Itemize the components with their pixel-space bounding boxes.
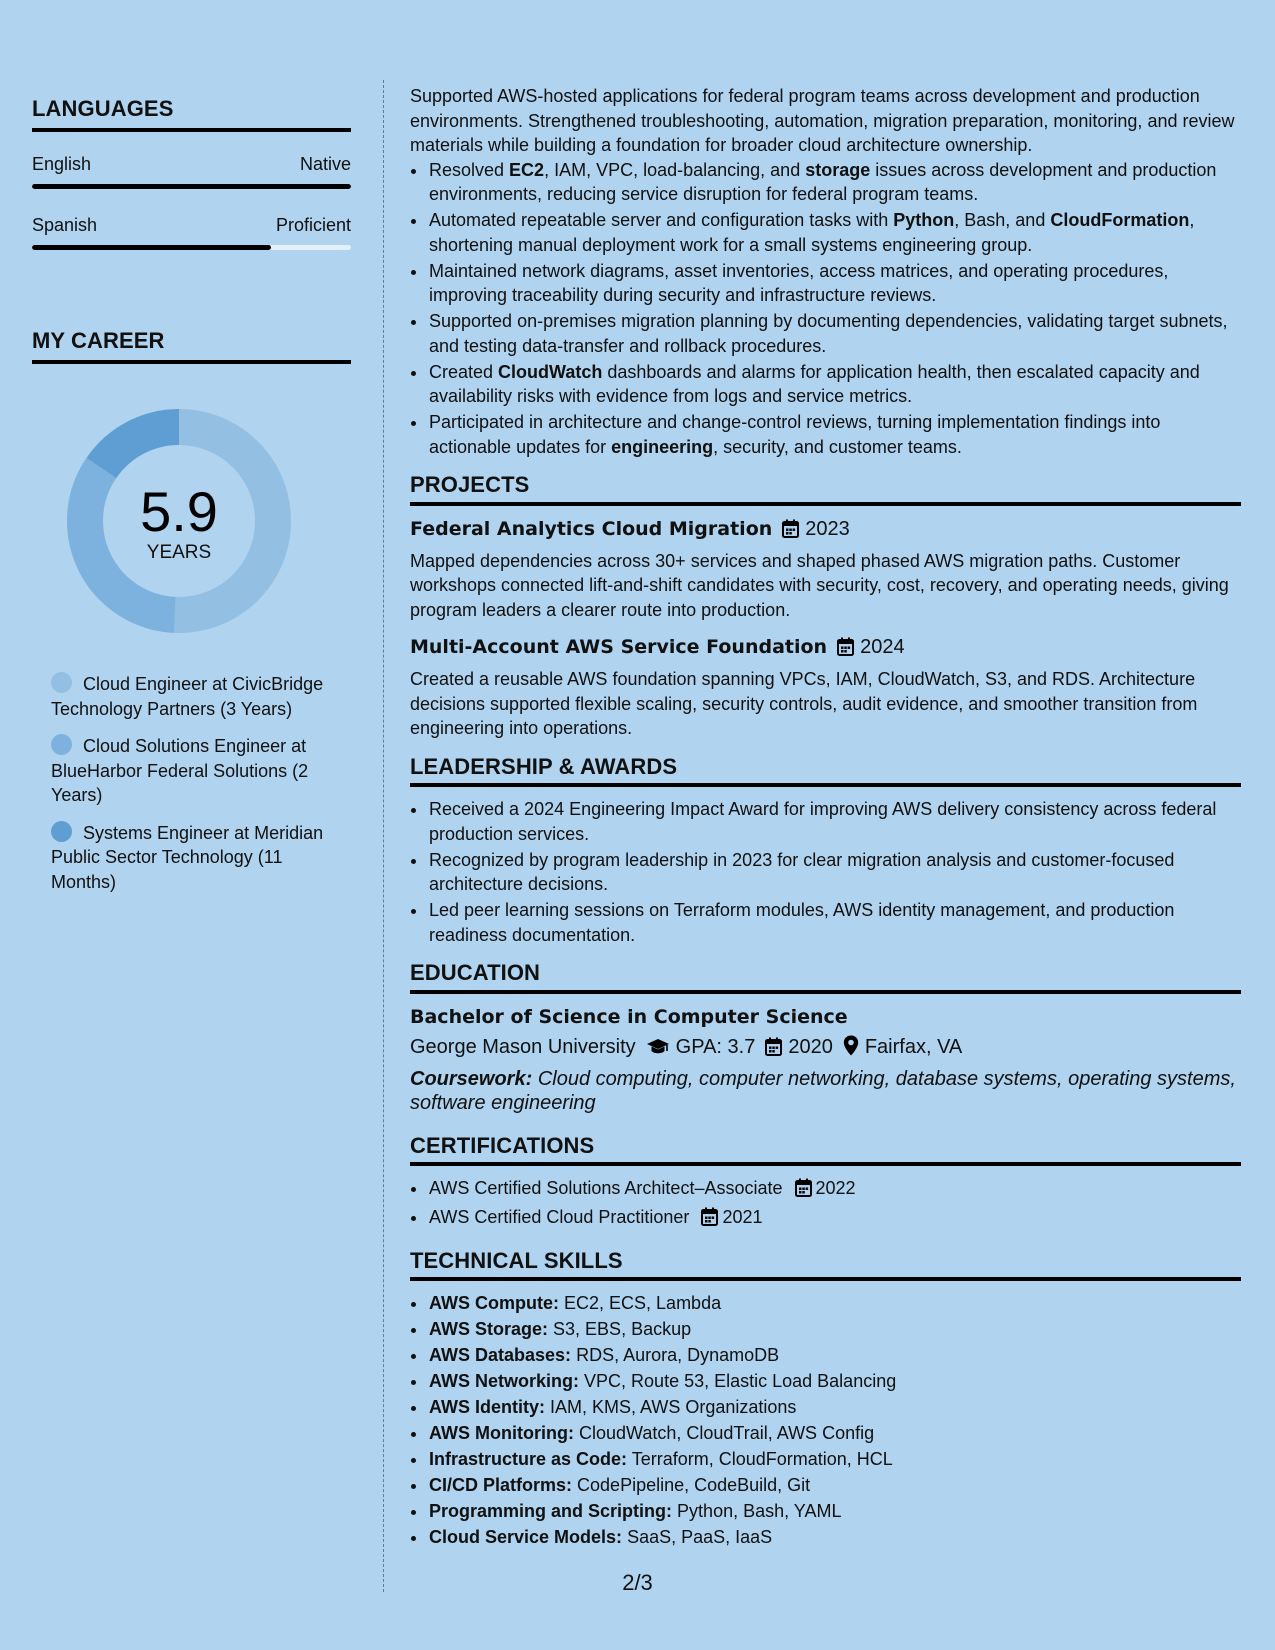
skill-values: SaaS, PaaS, IaaS [627, 1527, 773, 1547]
column-divider [383, 80, 384, 1592]
certification-year: 2021 [722, 1207, 763, 1227]
calendar-icon [837, 637, 854, 663]
calendar-icon [765, 1035, 782, 1065]
sidebar [32, 96, 351, 907]
skill-item [428, 1447, 1241, 1472]
career-role: Cloud Solutions Engineer at BlueHarbor Federal Solutions (2 Years) [51, 736, 309, 805]
certifications-list [410, 1176, 1241, 1233]
keyword: engineering [611, 436, 714, 457]
certification-year: 2022 [815, 1178, 856, 1198]
keyword: EC2 [509, 159, 545, 180]
career-role: Cloud Engineer at CivicBridge Technology Partners (3 Years) [51, 674, 324, 719]
leadership-item: • Led peer learning sessions on Terraform modules, AWS identity management, and production readiness documentation. [428, 898, 1241, 947]
skill-category: AWS Storage: [429, 1319, 549, 1339]
page-number-text: 2/3 [622, 1570, 653, 1595]
degree-title: Bachelor of Science in Computer Science [410, 1005, 848, 1028]
education-heading: EDUCATION [410, 961, 1241, 994]
language-proficiency-fill [32, 184, 351, 189]
career-legend-item [51, 672, 336, 721]
project-title: Federal Analytics Cloud Migration [410, 517, 773, 540]
projects-heading: PROJECTS [410, 473, 1241, 506]
project-year: 2023 [805, 517, 850, 540]
project-description: Mapped dependencies across 30+ services and shaped phased AWS migration paths. Customer workshops connected lift-and-shift candidates with security, cost, recovery, and operating needs, giving program leaders a clearer route into production. [410, 550, 1229, 620]
donut-center [64, 406, 294, 636]
bullet-text: Maintained network diagrams, asset inventories, access matrices, and operating procedures, improving traceability during security and infrastructure reviews. [429, 260, 1169, 305]
graduation-cap-icon [646, 1035, 670, 1065]
bullet-text: Resolved [429, 159, 510, 180]
skill-item [428, 1525, 1241, 1550]
skill-item [428, 1421, 1241, 1446]
gpa-value: GPA: 3.7 [675, 1035, 756, 1058]
skill-category: Programming and Scripting: [429, 1501, 673, 1521]
languages-list [32, 154, 351, 250]
project-description: Created a reusable AWS foundation spanning VPCs, IAM, CloudWatch, S3, and RDS. Architecture decisions supported flexible scaling, security controls, audit evidence, and smoother transition from engineering into operations. [410, 669, 1198, 738]
project-header [410, 516, 1241, 545]
experience-bullet [428, 309, 1241, 358]
experience-bullets [410, 158, 1241, 460]
project-title: Multi-Account AWS Service Foundation [410, 636, 828, 658]
page-number [0, 1570, 1275, 1596]
skill-values: IAM, KMS, AWS Organizations [550, 1397, 797, 1417]
skill-values: S3, EBS, Backup [553, 1319, 692, 1339]
main-content [410, 84, 1241, 1551]
language-proficiency-bar [32, 184, 351, 189]
coursework [410, 1067, 1241, 1116]
skill-category: AWS Monitoring: [429, 1423, 574, 1443]
career-donut-chart [64, 406, 294, 636]
language-name: Spanish [32, 215, 98, 235]
skill-values: VPC, Route 53, Elastic Load Balancing [584, 1371, 897, 1391]
career-legend-item [51, 734, 336, 808]
skill-category: Infrastructure as Code: [429, 1449, 628, 1469]
leadership-item: • Received a 2024 Engineering Impact Award for improving AWS delivery consistency across federal production services. [428, 797, 1241, 846]
language-item [32, 215, 351, 250]
calendar-icon [782, 519, 799, 545]
career-total-years: 5.9 [140, 480, 218, 543]
language-row [32, 154, 351, 175]
skill-values: CodePipeline, CodeBuild, Git [577, 1475, 811, 1495]
school-location: Fairfax, VA [864, 1035, 963, 1058]
bullet-text: issues across development and production environments, reducing service disruption for federal program teams. [429, 159, 1217, 204]
experience-bullet [428, 410, 1241, 459]
bullet-text: , shortening manual deployment work for a small systems engineering group. [429, 210, 1195, 255]
language-proficiency-fill [32, 245, 271, 250]
bullet-text: Automated repeatable server and configuration tasks with [429, 210, 894, 230]
skill-category: AWS Networking: [429, 1371, 580, 1391]
certification-item [428, 1176, 1241, 1204]
project-item [410, 634, 1241, 741]
coursework-label: Coursework: [410, 1067, 533, 1090]
language-level: Native [299, 154, 351, 174]
legend-dot [51, 821, 72, 842]
career-legend [32, 672, 351, 894]
leadership-item: • Recognized by program leadership in 2023 for clear migration analysis and customer-focused architecture decisions. [428, 848, 1241, 897]
experience-bullet [428, 259, 1241, 308]
languages-heading: LANGUAGES [32, 96, 351, 132]
keyword: storage [805, 159, 871, 180]
skill-values: Terraform, CloudFormation, HCL [631, 1449, 893, 1469]
project-item [410, 516, 1241, 623]
coursework-list: Cloud computing, computer networking, database systems, operating systems, software engineering [410, 1067, 1236, 1114]
certification-item [428, 1205, 1241, 1233]
bullet-text: Supported on-premises migration planning by documenting dependencies, validating target subnets, and testing data-transfer and rollback procedures. [429, 311, 1228, 356]
keyword: CloudWatch [498, 361, 603, 382]
experience-bullet [428, 208, 1241, 257]
leadership-list [410, 797, 1241, 947]
bullet-text: Participated in architecture and change-control reviews, turning implementation findings into actionable updates for [429, 412, 1161, 457]
skill-values: Python, Bash, YAML [677, 1501, 842, 1521]
certification-name: AWS Certified Solutions Architect–Associate [429, 1178, 783, 1198]
skill-category: AWS Compute: [429, 1293, 559, 1313]
bullet-text: , IAM, VPC, load-balancing, and [544, 159, 806, 180]
calendar-icon [795, 1178, 812, 1204]
experience-bullet [428, 158, 1241, 207]
graduation-year: 2020 [788, 1035, 833, 1058]
language-row [32, 215, 351, 236]
skill-item [428, 1499, 1241, 1524]
language-proficiency-bar [32, 245, 351, 250]
project-header [410, 634, 1241, 663]
skill-item [428, 1473, 1241, 1498]
skills-list [410, 1291, 1241, 1550]
certification-name: AWS Certified Cloud Practitioner [429, 1207, 690, 1227]
project-year: 2024 [860, 636, 905, 658]
keyword: Python [893, 210, 955, 230]
career-role: Systems Engineer at Meridian Public Sector Technology (11 Months) [51, 822, 324, 892]
school-name: George Mason University [410, 1035, 636, 1058]
experience-bullet [428, 360, 1241, 409]
skill-item [428, 1369, 1241, 1394]
skill-item [428, 1317, 1241, 1342]
career-legend-item [51, 821, 336, 895]
career-heading: MY CAREER [32, 328, 351, 364]
skill-item [428, 1291, 1241, 1316]
legend-dot [51, 734, 72, 755]
skill-values: RDS, Aurora, DynamoDB [576, 1345, 780, 1365]
leadership-heading: LEADERSHIP & AWARDS [410, 755, 1241, 788]
skill-category: Cloud Service Models: [429, 1527, 623, 1547]
location-pin-icon [843, 1035, 859, 1065]
bullet-text: , security, and customer teams. [713, 436, 962, 457]
skill-category: AWS Identity: [429, 1397, 545, 1417]
language-item [32, 154, 351, 189]
skill-item [428, 1395, 1241, 1420]
legend-dot [51, 672, 72, 693]
language-level: Proficient [275, 215, 351, 235]
bullet-text: , Bash, and [954, 210, 1051, 230]
calendar-icon [701, 1207, 718, 1233]
language-name: English [32, 154, 92, 174]
career-years-unit: YEARS [146, 542, 212, 563]
experience-summary: Supported AWS-hosted applications for federal program teams across development and production environments. Strengthened troubleshooting, automation, migration preparation, monitoring, and review materials while building a foundation for broader cloud architecture ownership. [410, 86, 1235, 155]
certifications-heading: CERTIFICATIONS [410, 1134, 1241, 1167]
projects-list [410, 516, 1241, 741]
skill-values: CloudWatch, CloudTrail, AWS Config [578, 1423, 875, 1443]
bullet-text: Created [429, 361, 499, 382]
skill-values: EC2, ECS, Lambda [564, 1293, 722, 1313]
education-details [410, 1032, 1241, 1065]
bullet-text: dashboards and alarms for application health, then escalated capacity and availability risks with evidence from logs and service metrics. [429, 361, 1200, 406]
skill-category: AWS Databases: [429, 1345, 572, 1365]
skills-heading: TECHNICAL SKILLS [410, 1249, 1241, 1282]
keyword: CloudFormation [1050, 210, 1190, 230]
skill-item [428, 1343, 1241, 1368]
skill-category: CI/CD Platforms: [429, 1475, 573, 1495]
